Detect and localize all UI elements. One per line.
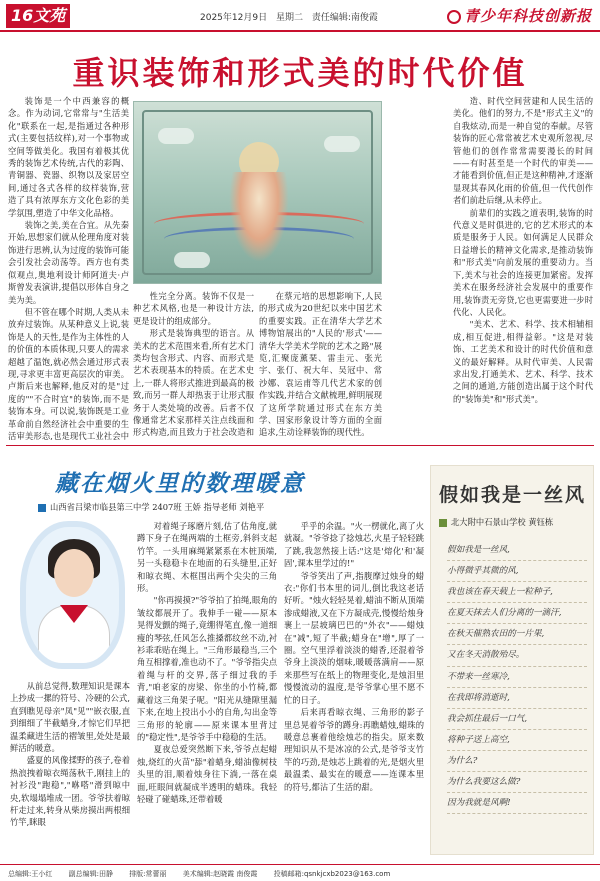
- poem-line: 在秋天催熟农田的一片果,: [447, 624, 587, 645]
- byline-marker-icon: [439, 519, 447, 527]
- article2-column-1: [10, 680, 130, 860]
- paragraph: 前辈们的实践之道表明,装饰的时代意义是时俱进的,它的艺术形式的本质是服务于人民。如何满足人民群众日益增长的精神文化需求,是推动装饰和"形式美"向前发展的重要动力。当下,美术与社会的连接更加紧密。发挥美术在服务经济社会发展中的重要作用,装饰责无旁贷,它也更需要进一步时代化、人民化。: [453, 207, 593, 317]
- footer-art-editor: 美术编辑:赵晓霞 南俊霞: [182, 870, 258, 878]
- newspaper-brand: [447, 5, 592, 26]
- brand-logo-icon: [447, 10, 461, 24]
- page-footer: [0, 864, 600, 881]
- section-divider: [6, 445, 594, 446]
- article1-column-4: [453, 95, 593, 440]
- poem-lines: [447, 540, 587, 814]
- footer-editor-in-chief: 总编辑:王小红: [8, 870, 53, 878]
- paragraph: 爷爷笑出了声,指腹摩过烛身的蜡衣:"你们书本里的词儿,倒比我这老话好听。"烛火轻轻晃着,蜡油不断从顶端渗成蜡液,又在下方凝成壳,慢慢给烛身裹上一层坡璃巴巴的"外衣"——蜡烛在"减",短了半截;蜡身在"增",厚了一圈。空气里浮着淡淡的蜡香,还混着爷爷身上淡淡的烟味,暖暖落满肩——原来那些写在纸上的物理变化,是烛泪里慢慢流动的温度,是爷爷掌心里不愿不忙的日子。: [284, 570, 424, 705]
- byline-school: 山西省吕梁市临县第三中学: [50, 502, 150, 512]
- byline-teacher: 刘艳平: [239, 502, 265, 512]
- paragraph: 装饰之美,美在合宜。从先秦开始,思想家们就从伦理角度对装饰进行思辨,认为过度的装饰可能会引发社会动荡等。西方也有类似观点,奥地利设计师阿道夫·卢斯曾发表演讲,提倡以形体自身之美为美。: [8, 220, 129, 305]
- brand-name: 青少年科技创新报: [463, 7, 592, 25]
- author-photo: [20, 521, 125, 669]
- poem-line: 又在冬天消散殆尽。: [447, 645, 587, 666]
- poem-line: 小得微乎其微的风,: [447, 561, 587, 582]
- paragraph: [259, 439, 382, 440]
- cloud-shape: [174, 252, 210, 268]
- paragraph: 盛夏的风像揉野的孩子,卷着热浪拽着晾衣绳荡秋千,刚挂上的衬衫没"跑稳","咻嗒"滑到晾中央,软塌塌堆成一团。爷爷扶着晾杆走过来,转身从柴房摸出两根细竹竿,眯眼: [10, 755, 130, 828]
- responsible-editor: 责任编辑:南俊霞: [311, 13, 378, 23]
- article1-column-2: [133, 290, 254, 440]
- article1-column-1: [8, 95, 129, 440]
- paragraph: 造、时代空间营建和人民生活的美化。他们的努力,不是"形式主义"的自我炫动,而是一种自觉的奉献。尽管装饰的匠心常常被艺术史观所忽视,尽管他们的创作常常需要漫长的时间——有时甚至是一个时代的审美——才能看到价值,但正是这种精神,才逐渐显现其春风化雨的价值,但一代代创作者们前赴后继,从未停止。: [453, 96, 593, 206]
- photo-face: [54, 549, 94, 597]
- byline-class: 2407班: [152, 502, 182, 512]
- footer-typesetter: 排版:常蕾丽: [129, 870, 167, 878]
- paragraph: 后来再看晾衣绳、三角形的影子里总晃着爷爷的蹲身:再瞧蜡烛,蜡珠的暖意总裹着他绘烛芯的指尖。原来数理知识从不是冰凉的公式,是爷爷支竹竿的巧劲,是烛芯上跳着的光,是烟火里最温柔、最实在的暖意——连课本里的符号,都沾了生活的甜。: [284, 707, 424, 792]
- page-header: [0, 0, 600, 32]
- poem-line: 因为我就是风啊!: [447, 793, 587, 814]
- poem-line: 为什么?: [447, 751, 587, 772]
- page-number: 16: [11, 6, 34, 25]
- paragraph: 形式是装饰典型的语言。从美术的艺术范围来看,所有艺术门类均包含形式、内容、而形式是艺术表现基本的特质。在艺术史上,一群人将形式推进到最高的极致,而另一群人却热衷于让形式服务于人类处境的改善。后者不仅像通常艺术家那样关注点线面和形式构造,而且致力于社会改造和: [133, 328, 254, 438]
- poem-byline: [439, 516, 553, 528]
- dancing-figure: [229, 172, 289, 262]
- footer-deputy-editor: 副总编辑:田静: [68, 870, 113, 878]
- poem-line: 我会抓住最后一口气,: [447, 709, 587, 730]
- poem-title: 假如我是一丝风: [439, 484, 587, 506]
- decorative-artwork: [133, 101, 382, 284]
- poem-school: 北大附中石景山学校: [451, 517, 526, 527]
- byline-marker-icon: [38, 504, 46, 512]
- article1-column-3: [259, 290, 382, 440]
- paragraph: 装饰是一个中西兼容的概念。作为动词,它常常与"生活美化"联系在一起,是指通过各种形式(主要包括纹样),对一个事物或空间等做美化。我国有着极其优秀的装饰艺术传统,古代的彩陶、青铜器、瓷器、织物以及家居空间,通过各式各样的纹样装饰,营造了具有浓厚东方文化色彩的美学氛围,塑造了中华文化品格。: [8, 96, 129, 218]
- poem-line: 为什么我要这么做?: [447, 772, 587, 793]
- footer-email: 投稿邮箱:qsnkjcxb2023@163.com: [273, 870, 391, 878]
- poem-line: 在夏天抹去人们分离的一滴汗,: [447, 603, 587, 624]
- byline-author: 王娇: [184, 502, 201, 512]
- article2-byline: [38, 501, 264, 513]
- section-name: 文苑: [33, 6, 66, 25]
- article1-title: 重识装饰和形式美的时代价值: [72, 54, 528, 92]
- issue-date: 2025年12月9日: [200, 13, 268, 23]
- paragraph: 但不管在哪个时期,人类从未放弃过装饰。从某种意义上说,装饰是人的天性,是作为主体性的人的价值的本质体现,只要人的需求超越了温饱,就必然会通过形式表现,寻求更丰富更高层次的审美。卢斯后来也解释,他反对的是"过度的""不合时宜"的装饰,而不是装饰本身。可以说,装饰既是工业革命前自然经济社会中重要的生活审美形态,也是现代工业社会中: [8, 306, 129, 440]
- poem-line: 在我即将消逝时,: [447, 688, 587, 709]
- poem-author: 黄钰栋: [528, 517, 554, 527]
- paragraph: 从前总觉得,数理知识是课本上抄成一摞的符号、冷硬的公式,直到瞧见母亲"凤"见""嵌衣服,直到细细了半截蜡身,才惊它们早把温柔藏进生活的褶皱里,处处是最鲜活的暖意。: [10, 681, 130, 754]
- article2-column-2: [137, 520, 277, 860]
- article2-column-3: [284, 520, 424, 860]
- paragraph: 在蔡元培的思想影响下,人民的形式成为20世纪以来中国艺术的重要实践。正在清华大学艺术博物馆展出的"人民的'形式'——清华大学美术学院的艺术之路"展览,汇聚庞薰琹、雷圭元、张光宇、张仃、祝大年、吴冠中、常沙娜、袁运甫等几代艺术家的创作实践,并结合文献梳理,鲜明展现了这所学院通过形式在东方美学、国家形象设计等方面的全面追求,生动诠释装饰的现代性。: [259, 291, 382, 438]
- paragraph: "美术、艺术、科学、技术相辅相成,相互促进,相得益彰。"这是对装饰、工艺美术和设计的时代价值和意义的最好解释。从时代审美、人民需求出发,打通美术、艺术、科学、技术之间的通道,方能创造出属于这个时代的"装饰美"和"形式美"。: [453, 319, 593, 404]
- cloud-shape: [324, 136, 360, 152]
- paragraph: 夏夜总爱突然断下来,爷爷点起蜡烛,烧红的火苗"舔"着蜡身,蜡油像树枝头里的泪,顺着烛身往下淌,一落在桌面,旺眼间就凝成半透明的蜡珠。我轻轻碰了碰蜡珠,还带着暖: [137, 744, 277, 804]
- issue-weekday: 星期二: [275, 13, 303, 23]
- cloud-shape: [158, 128, 194, 144]
- paragraph: 乎乎的余温。"火一楞就化,离了火就凝。"爷爷捻了捻烛芯,火星子轻轻跳了跳,我忽然接上话:"这是'熔化'和'凝固',课本里学过的!": [284, 521, 424, 569]
- poem-line: 我也该在春天载上一粒种子,: [447, 582, 587, 603]
- header-meta: [200, 10, 384, 23]
- page-number-badge: [6, 4, 70, 28]
- paragraph: 性完全分离。装饰不仅是一种艺术风格,也是一种设计方法,更是设计的组成部分。: [133, 291, 254, 326]
- poem-line: 假如我是一丝风,: [447, 540, 587, 561]
- poem-line: 将种子送上高空,: [447, 730, 587, 751]
- article2-title: 藏在烟火里的数理暖意: [55, 471, 305, 497]
- poem-sidebar: [430, 465, 594, 855]
- paragraph: "你再摸摸?"爷爷拍了拍绳,眼角的皱纹都展开了。我伸手一碰——原本晃得发颤的绳子,竟绷得笔直,像一道细瘦的琴弦,任风怎么推搡都纹丝不动,衬衫乖乖贴在绳上。"三角形最稳当,三个角互相撑着,准也动不了。"爷爷指尖点着绳与杆的交界,落子细过我的手背,"咱老家的房梁、你坐的小竹椅,都藏着这三角架子呢。"阳光从缝隙里漏下来,在地上投出小小的自角,勾出金等三角形的轮廓——原来课本里背过的"稳定性",是爷爷手中稳稳的生活。: [137, 595, 277, 742]
- byline-teacher-label: 指导老师: [203, 502, 237, 512]
- poem-line: 不带来一丝寒冷,: [447, 667, 587, 688]
- paragraph: 对着绳子琢磨片刻,估了估角度,就蹲下身子在绳两端的土框旁,斜斜支起竹竿。一头用麻绳紧紧系在木桩顶端,另一头稳稳卡在地面的石头缝里,正好和晾衣绳、木框围出两个尖尖的三角形。: [137, 521, 277, 594]
